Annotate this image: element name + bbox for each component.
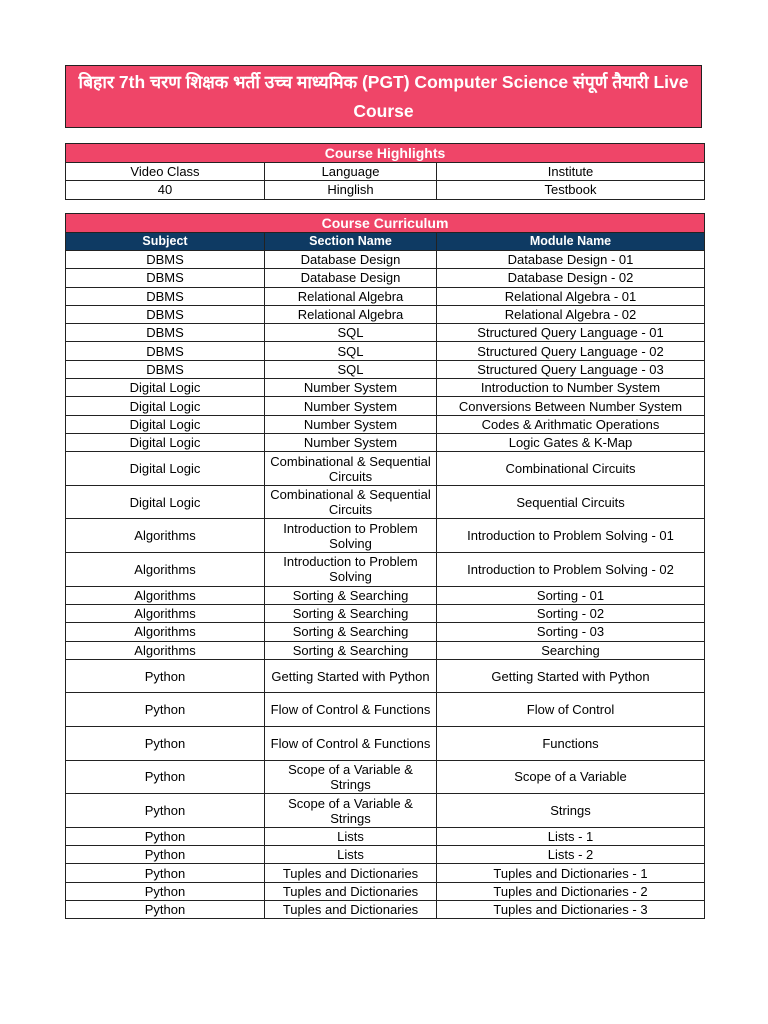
module-name-cell: Functions [437,727,705,761]
module-name-cell: Searching [437,641,705,659]
table-row [66,452,705,486]
section-name-cell: Tuples and Dictionaries [265,882,437,900]
module-name-cell: Tuples and Dictionaries - 2 [437,882,705,900]
table-row [66,379,705,397]
curriculum-column-headers [66,233,705,251]
section-name-cell: Number System [265,379,437,397]
subject-cell: DBMS [66,360,265,378]
table-row [66,415,705,433]
section-name-cell: Getting Started with Python [265,659,437,693]
table-row [66,324,705,342]
subject-cell: Algorithms [66,604,265,622]
table-row [66,269,705,287]
module-name-cell: Strings [437,794,705,828]
section-name-cell: Sorting & Searching [265,623,437,641]
module-name-column-header: Module Name [437,233,705,251]
table-row [66,305,705,323]
table-row [66,864,705,882]
table-row [66,882,705,900]
section-name-cell: Number System [265,415,437,433]
video-class-value: 40 [66,181,265,199]
highlights-header-row [66,144,705,163]
section-name-cell: Tuples and Dictionaries [265,900,437,918]
section-name-cell: Number System [265,397,437,415]
institute-label: Institute [437,163,705,181]
course-curriculum-table [65,213,705,919]
section-name-cell: Tuples and Dictionaries [265,864,437,882]
section-name-cell: Combinational & Sequential Circuits [265,452,437,486]
table-row [66,760,705,794]
module-name-cell: Introduction to Problem Solving - 02 [437,553,705,587]
section-name-cell: Number System [265,433,437,451]
subject-cell: Algorithms [66,553,265,587]
subject-cell: Digital Logic [66,379,265,397]
subject-cell: Algorithms [66,623,265,641]
subject-cell: Python [66,693,265,727]
module-name-cell: Lists - 1 [437,827,705,845]
table-row [66,586,705,604]
subject-cell: Algorithms [66,641,265,659]
module-name-cell: Database Design - 02 [437,269,705,287]
subject-cell: DBMS [66,342,265,360]
module-name-cell: Lists - 2 [437,846,705,864]
subject-cell: Python [66,846,265,864]
module-name-cell: Conversions Between Number System [437,397,705,415]
section-name-cell: Lists [265,827,437,845]
table-row [66,287,705,305]
table-row [66,604,705,622]
curriculum-header-row [66,214,705,233]
section-name-cell: Scope of a Variable & Strings [265,794,437,828]
subject-cell: Python [66,900,265,918]
highlights-heading: Course Highlights [66,144,705,163]
module-name-cell: Introduction to Number System [437,379,705,397]
table-row [66,485,705,519]
language-value: Hinglish [265,181,437,199]
table-row [66,360,705,378]
module-name-cell: Sequential Circuits [437,485,705,519]
section-name-cell: Relational Algebra [265,287,437,305]
module-name-cell: Introduction to Problem Solving - 01 [437,519,705,553]
module-name-cell: Sorting - 01 [437,586,705,604]
table-row [66,342,705,360]
table-row [66,641,705,659]
subject-cell: Python [66,760,265,794]
subject-cell: Digital Logic [66,433,265,451]
subject-cell: Python [66,882,265,900]
section-name-cell: Flow of Control & Functions [265,693,437,727]
module-name-cell: Structured Query Language - 02 [437,342,705,360]
table-row [66,397,705,415]
module-name-cell: Structured Query Language - 03 [437,360,705,378]
section-name-cell: Database Design [265,269,437,287]
subject-cell: Python [66,794,265,828]
table-row [66,553,705,587]
section-name-cell: SQL [265,324,437,342]
table-row [66,900,705,918]
section-name-column-header: Section Name [265,233,437,251]
subject-cell: DBMS [66,324,265,342]
table-row [66,433,705,451]
subject-cell: Algorithms [66,519,265,553]
section-name-cell: Combinational & Sequential Circuits [265,485,437,519]
section-name-cell: Lists [265,846,437,864]
subject-cell: DBMS [66,287,265,305]
subject-column-header: Subject [66,233,265,251]
subject-cell: Digital Logic [66,452,265,486]
module-name-cell: Combinational Circuits [437,452,705,486]
page-title [65,65,702,128]
module-name-cell: Getting Started with Python [437,659,705,693]
subject-cell: Algorithms [66,586,265,604]
section-name-cell: Introduction to Problem Solving [265,519,437,553]
highlights-value-row [66,181,705,199]
subject-cell: Python [66,659,265,693]
video-class-label: Video Class [66,163,265,181]
curriculum-heading: Course Curriculum [66,214,705,233]
highlights-label-row [66,163,705,181]
section-name-cell: Sorting & Searching [265,604,437,622]
module-name-cell: Flow of Control [437,693,705,727]
language-label: Language [265,163,437,181]
module-name-cell: Database Design - 01 [437,251,705,269]
section-name-cell: Flow of Control & Functions [265,727,437,761]
module-name-cell: Sorting - 02 [437,604,705,622]
module-name-cell: Relational Algebra - 01 [437,287,705,305]
table-row [66,623,705,641]
module-name-cell: Tuples and Dictionaries - 3 [437,900,705,918]
section-name-cell: Database Design [265,251,437,269]
subject-cell: Python [66,727,265,761]
table-row [66,727,705,761]
module-name-cell: Tuples and Dictionaries - 1 [437,864,705,882]
subject-cell: Python [66,827,265,845]
subject-cell: Digital Logic [66,397,265,415]
section-name-cell: Sorting & Searching [265,586,437,604]
section-name-cell: SQL [265,360,437,378]
institute-value: Testbook [437,181,705,199]
subject-cell: DBMS [66,305,265,323]
module-name-cell: Structured Query Language - 01 [437,324,705,342]
subject-cell: Python [66,864,265,882]
subject-cell: DBMS [66,251,265,269]
curriculum-body [66,251,705,919]
subject-cell: DBMS [66,269,265,287]
section-name-cell: Relational Algebra [265,305,437,323]
table-row [66,794,705,828]
page-title-text: बिहार 7th चरण शिक्षक भर्ती उच्च माध्यमिक (PGT) Computer Science संपूर्ण तैयारी Live Course [78,71,689,121]
subject-cell: Digital Logic [66,415,265,433]
section-name-cell: SQL [265,342,437,360]
module-name-cell: Scope of a Variable [437,760,705,794]
table-row [66,693,705,727]
module-name-cell: Codes & Arithmatic Operations [437,415,705,433]
module-name-cell: Logic Gates & K-Map [437,433,705,451]
table-row [66,659,705,693]
table-row [66,251,705,269]
section-name-cell: Sorting & Searching [265,641,437,659]
course-highlights-table [65,143,705,200]
table-row [66,846,705,864]
section-name-cell: Scope of a Variable & Strings [265,760,437,794]
table-row [66,519,705,553]
module-name-cell: Relational Algebra - 02 [437,305,705,323]
module-name-cell: Sorting - 03 [437,623,705,641]
table-row [66,827,705,845]
section-name-cell: Introduction to Problem Solving [265,553,437,587]
subject-cell: Digital Logic [66,485,265,519]
